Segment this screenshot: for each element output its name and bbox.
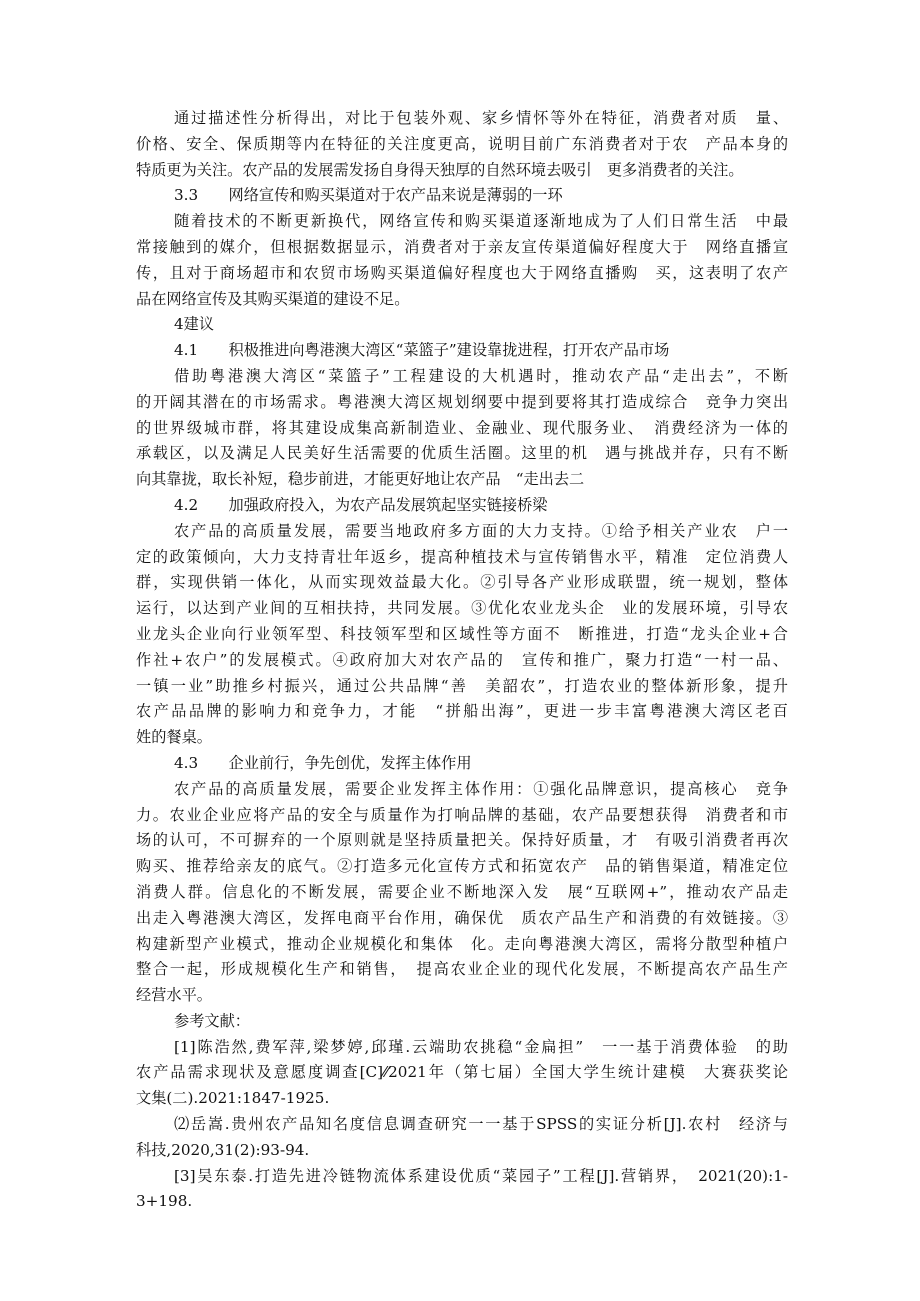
text-line: 力。农业企业应将产品的安全与质量作为打响品牌的基础，农产品要想获得 消费者和市 [136,805,788,824]
text-line: 随着技术的不断更新换代，网络宣传和购买渠道逐渐地成为了人们日常生活 中最 [174,212,788,231]
text-line: 整合一起，形成规模化生产和销售， 提高农业企业的现代化发展，不断提高农产品生产 [136,960,788,979]
text-line: 作社+农户”的发展模式。④政府加大对农产品的 宣传和推广，聚力打造“一村一品、 [136,650,788,669]
text-line: 品在网络宣传及其购买渠道的建设不足。 [136,289,410,308]
text-line: 3+198. [136,1192,193,1211]
text-line: [1]陈浩然,费军萍,梁梦婷,邱瑾.云端助农挑稳“金扁担” 一一基于消费体验 的助 [174,1037,788,1056]
text-line: 常接触到的媒介，但根据数据显示，消费者对于亲友宣传渠道偏好程度大于 网络直播宣 [136,237,788,256]
text-line: 姓的餐桌。 [136,728,212,747]
text-line: 特质更为关注。农产品的发展需发扬自身得天独厚的自然环境去吸引 更多消费者的关注。 [136,160,744,179]
text-line: 向其靠拢，取长补短，稳步前进，才能更好地让农产品 “走出去二 [136,470,585,489]
text-line: 业龙头企业向行业领军型、科技领军型和区域性等方面不 断推进，打造“龙头企业+合 [136,624,788,643]
text-line: 的世界级城市群，将其建设成集高新制造业、金融业、现代服务业、 消费经济为一体的 [136,418,788,437]
text-line: 出走入粤港澳大湾区，发挥电商平台作用，确保优 质农产品生产和消费的有效链接。③ [136,908,788,927]
text-line: 运行，以达到产业间的互相扶持，共同发展。③优化农业龙头企 业的发展环境，引导农 [136,599,788,618]
text-line: 农产品品牌的影响力和竞争力，才能 “拼船出海”，更进一步丰富粤港澳大湾区老百 [136,702,788,721]
section-heading: 4.1 积极推进向粤港澳大湾区“菜篮子”建设靠拢进程，打开农产品市场 [174,341,670,360]
text-line: 文集(二).2021:1847-1925. [136,1089,330,1108]
text-line: [3]吴东泰.打造先进冷链物流体系建设优质“菜园子”工程[J].营销界， 2021(20):1- [174,1166,788,1185]
text-line: 价格、安全、保质期等内在特征的关注度更高，说明目前广东消费者对于农 产品本身的 [136,134,788,153]
section-heading: 3.3 网络宣传和购买渠道对于农产品来说是薄弱的一环 [174,186,563,205]
text-line: 消费人群。信息化的不断发展，需要企业不断地深入发 展“互联网+”，推动农产品走 [136,882,788,901]
text-line: 农产品的高质量发展，需要企业发挥主体作用：①强化品牌意识，提高核心 竞争 [174,779,788,798]
text-line: 定的政策倾向，大力支持青壮年返乡，提高种植技术与宣传销售水平，精准 定位消费人 [136,547,788,566]
text-line: 经营水平。 [136,986,212,1005]
section-heading: 4建议 [174,315,215,334]
text-line: 构建新型产业模式，推动企业规模化和集体 化。走向粤港澳大湾区，需将分散型种植户 [136,934,788,953]
text-line: 场的认可，不可摒弃的一个原则就是坚持质量把关。保持好质量，才 有吸引消费者再次 [136,831,788,850]
document-body [136,106,788,1215]
text-line: 科技,2020,31(2):93-94. [136,1140,310,1159]
text-line: 的开阔其潜在的市场需求。粤港澳大湾区规划纲要中提到要将其打造成综合 竞争力突出 [136,392,788,411]
text-line: 承载区，以及满足人民美好生活需要的优质生活圈。这里的机 遇与挑战并存，只有不断 [136,444,788,463]
text-line: 农产品需求现状及意愿度调查[C]⁄⁄2021年（第七届）全国大学生统计建模 大赛获奖论 [136,1063,788,1082]
section-heading: 4.3 企业前行，争先创优，发挥主体作用 [174,753,472,772]
text-line: 群，实现供销一体化，从而实现效益最大化。②引导各产业形成联盟，统一规划，整体 [136,573,788,592]
section-heading: 参考文献： [174,1011,250,1030]
text-line: 传，且对于商场超市和农贸市场购买渠道偏好程度也大于网络直播购 买，这表明了农产 [136,263,788,282]
text-line: 购买、推荐给亲友的底气。②打造多元化宣传方式和拓宽农产 品的销售渠道，精准定位 [136,857,788,876]
text-line: 农产品的高质量发展，需要当地政府多方面的大力支持。①给予相关产业农 户一 [174,521,788,540]
text-line: 借助粤港澳大湾区“菜篮子”工程建设的大机遇时，推动农产品“走出去”，不断 [174,366,788,385]
section-heading: 4.2 加强政府投入，为农产品发展筑起坚实链接桥梁 [174,495,548,514]
text-line: 通过描述性分析得出，对比于包装外观、家乡情怀等外在特征，消费者对质 量、 [174,109,788,127]
text-line: ⑵岳嵩.贵州农产品知名度信息调查研究一一基于SPSS的实证分析[J].农村 经济与 [174,1115,788,1134]
text-line: 一镇一业”助推乡村振兴，通过公共品牌“善 美韶农”，打造农业的整体新形象，提升 [136,676,788,695]
